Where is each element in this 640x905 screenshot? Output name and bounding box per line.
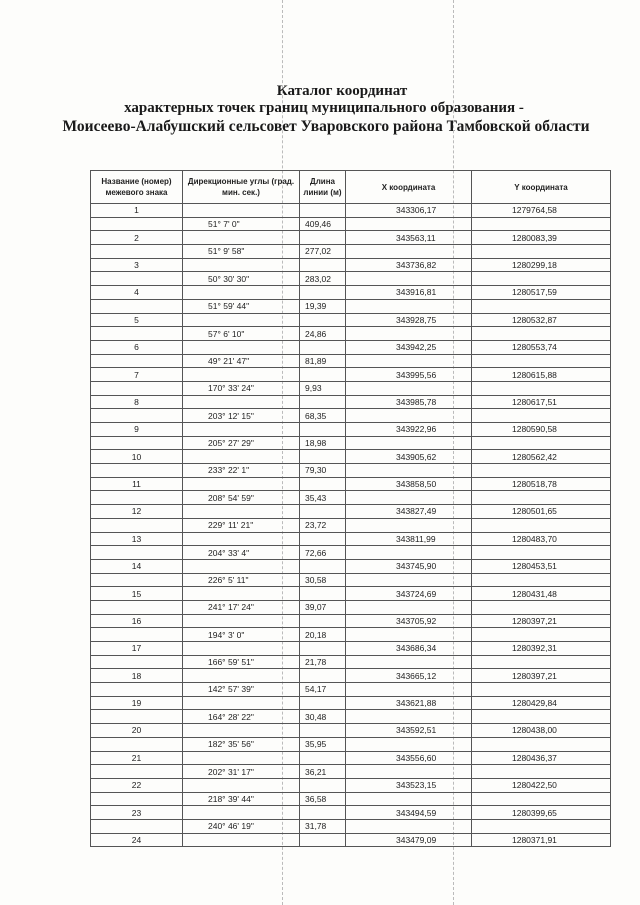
segment-x-empty [346,272,472,286]
point-angle-empty [183,258,300,272]
segment-row [91,628,611,642]
segment-y-empty [472,737,611,751]
point-length-empty [300,642,346,656]
segment-name-empty [91,628,183,642]
point-length-empty [300,477,346,491]
point-angle-empty [183,423,300,437]
point-x-coordinate: 343724,69 [346,587,472,601]
point-row [91,286,611,300]
point-y-coordinate: 1280438,00 [472,724,611,738]
segment-angle: 164° 28' 22" [183,710,300,724]
point-x-coordinate: 343523,15 [346,778,472,792]
point-number: 1 [91,204,183,218]
point-length-empty [300,505,346,519]
point-angle-empty [183,368,300,382]
segment-angle: 49° 21' 47" [183,354,300,368]
point-angle-empty [183,833,300,847]
point-y-coordinate: 1280399,65 [472,806,611,820]
point-length-empty [300,423,346,437]
point-x-coordinate: 343621,88 [346,696,472,710]
segment-angle: 226° 5' 11" [183,573,300,587]
segment-name-empty [91,600,183,614]
segment-angle: 51° 59' 44" [183,299,300,313]
point-angle-empty [183,532,300,546]
segment-name-empty [91,546,183,560]
segment-length: 23,72 [300,518,346,532]
point-number: 16 [91,614,183,628]
point-x-coordinate: 343306,17 [346,204,472,218]
point-angle-empty [183,806,300,820]
point-y-coordinate: 1280615,88 [472,368,611,382]
segment-x-empty [346,546,472,560]
segment-y-empty [472,573,611,587]
segment-length: 19,39 [300,299,346,313]
segment-name-empty [91,655,183,669]
point-angle-empty [183,587,300,601]
point-x-coordinate: 343736,82 [346,258,472,272]
segment-angle: 208° 54' 59" [183,491,300,505]
point-x-coordinate: 343922,96 [346,423,472,437]
segment-row [91,683,611,697]
segment-angle: 241° 17' 24" [183,600,300,614]
segment-x-empty [346,436,472,450]
point-x-coordinate: 343686,34 [346,642,472,656]
catalog-subtitle: характерных точек границ муниципального образования - [124,100,524,116]
point-x-coordinate: 343827,49 [346,505,472,519]
point-row [91,559,611,573]
segment-length: 81,89 [300,354,346,368]
segment-length: 54,17 [300,683,346,697]
segment-row [91,272,611,286]
segment-name-empty [91,272,183,286]
point-x-coordinate: 343905,62 [346,450,472,464]
point-number: 15 [91,587,183,601]
point-number: 4 [91,286,183,300]
point-x-coordinate: 343995,56 [346,368,472,382]
point-x-coordinate: 343592,51 [346,724,472,738]
segment-row [91,737,611,751]
point-length-empty [300,614,346,628]
point-row [91,724,611,738]
segment-x-empty [346,683,472,697]
segment-length: 20,18 [300,628,346,642]
segment-row [91,354,611,368]
segment-x-empty [346,737,472,751]
point-x-coordinate: 343745,90 [346,559,472,573]
segment-angle: 203° 12' 15" [183,409,300,423]
segment-length: 36,21 [300,765,346,779]
point-number: 17 [91,642,183,656]
segment-row [91,436,611,450]
point-length-empty [300,587,346,601]
segment-y-empty [472,409,611,423]
segment-y-empty [472,819,611,833]
point-number: 18 [91,669,183,683]
segment-y-empty [472,217,611,231]
point-angle-empty [183,204,300,218]
segment-row [91,546,611,560]
point-y-coordinate: 1280562,42 [472,450,611,464]
segment-x-empty [346,765,472,779]
point-length-empty [300,778,346,792]
point-angle-empty [183,505,300,519]
point-y-coordinate: 1280431,48 [472,587,611,601]
coordinates-table [90,170,611,847]
point-angle-empty [183,669,300,683]
segment-name-empty [91,819,183,833]
point-angle-empty [183,231,300,245]
segment-length: 30,48 [300,710,346,724]
point-y-coordinate: 1280483,70 [472,532,611,546]
point-x-coordinate: 343985,78 [346,395,472,409]
point-y-coordinate: 1280083,39 [472,231,611,245]
segment-length: 24,86 [300,327,346,341]
point-number: 22 [91,778,183,792]
segment-row [91,245,611,259]
segment-name-empty [91,245,183,259]
point-angle-empty [183,751,300,765]
point-y-coordinate: 1280392,31 [472,642,611,656]
point-y-coordinate: 1280436,37 [472,751,611,765]
point-angle-empty [183,642,300,656]
segment-angle: 182° 35' 56" [183,737,300,751]
segment-length: 409,46 [300,217,346,231]
point-number: 2 [91,231,183,245]
point-row [91,669,611,683]
segment-row [91,381,611,395]
point-y-coordinate: 1280518,78 [472,477,611,491]
segment-x-empty [346,518,472,532]
point-row [91,204,611,218]
segment-angle: 204° 33' 4" [183,546,300,560]
point-row [91,505,611,519]
segment-length: 36,58 [300,792,346,806]
segment-x-empty [346,409,472,423]
point-number: 11 [91,477,183,491]
segment-angle: 202° 31' 17" [183,765,300,779]
segment-x-empty [346,600,472,614]
point-row [91,340,611,354]
point-angle-empty [183,313,300,327]
point-number: 13 [91,532,183,546]
point-number: 3 [91,258,183,272]
point-length-empty [300,696,346,710]
segment-y-empty [472,655,611,669]
point-y-coordinate: 1280422,50 [472,778,611,792]
segment-y-empty [472,710,611,724]
point-length-empty [300,258,346,272]
segment-y-empty [472,299,611,313]
segment-x-empty [346,381,472,395]
column-header-x: X координата [346,171,472,204]
point-y-coordinate: 1280397,21 [472,614,611,628]
point-number: 21 [91,751,183,765]
point-y-coordinate: 1280617,51 [472,395,611,409]
point-angle-empty [183,778,300,792]
segment-name-empty [91,737,183,751]
segment-angle: 170° 33' 24" [183,381,300,395]
segment-length: 72,66 [300,546,346,560]
segment-length: 31,78 [300,819,346,833]
point-length-empty [300,368,346,382]
point-row [91,477,611,491]
segment-name-empty [91,518,183,532]
segment-length: 283,02 [300,272,346,286]
segment-name-empty [91,436,183,450]
point-y-coordinate: 1280397,21 [472,669,611,683]
segment-row [91,819,611,833]
segment-row [91,409,611,423]
point-angle-empty [183,724,300,738]
point-number: 9 [91,423,183,437]
segment-x-empty [346,573,472,587]
segment-y-empty [472,464,611,478]
segment-row [91,491,611,505]
segment-angle: 57° 6' 10" [183,327,300,341]
segment-x-empty [346,491,472,505]
column-header-angle: Дирекционные углы (град. мин. сек.) [183,171,300,204]
point-y-coordinate: 1280299,18 [472,258,611,272]
segment-x-empty [346,710,472,724]
point-row [91,395,611,409]
point-number: 14 [91,559,183,573]
segment-name-empty [91,573,183,587]
point-row [91,778,611,792]
point-number: 10 [91,450,183,464]
point-angle-empty [183,340,300,354]
point-row [91,642,611,656]
segment-length: 39,07 [300,600,346,614]
segment-length: 21,78 [300,655,346,669]
segment-row [91,217,611,231]
segment-y-empty [472,765,611,779]
point-length-empty [300,532,346,546]
segment-row [91,655,611,669]
segment-x-empty [346,819,472,833]
catalog-title: Каталог координат [276,83,408,99]
segment-length: 18,98 [300,436,346,450]
column-header-length: Длина линии (м) [300,171,346,204]
point-number: 5 [91,313,183,327]
segment-y-empty [472,792,611,806]
segment-name-empty [91,464,183,478]
column-header-y: Y координата [472,171,611,204]
segment-length: 9,93 [300,381,346,395]
point-row [91,587,611,601]
point-y-coordinate: 1280532,87 [472,313,611,327]
segment-name-empty [91,217,183,231]
point-x-coordinate: 343665,12 [346,669,472,683]
segment-x-empty [346,217,472,231]
point-row [91,806,611,820]
segment-x-empty [346,327,472,341]
point-y-coordinate: 1280371,91 [472,833,611,847]
point-number: 19 [91,696,183,710]
segment-row [91,518,611,532]
segment-y-empty [472,245,611,259]
point-y-coordinate: 1279764,58 [472,204,611,218]
point-number: 7 [91,368,183,382]
segment-angle: 229° 11' 21" [183,518,300,532]
segment-name-empty [91,299,183,313]
segment-x-empty [346,299,472,313]
segment-x-empty [346,464,472,478]
point-angle-empty [183,286,300,300]
point-x-coordinate: 343556,60 [346,751,472,765]
segment-angle: 233° 22' 1" [183,464,300,478]
point-x-coordinate: 343494,59 [346,806,472,820]
segment-length: 79,30 [300,464,346,478]
point-length-empty [300,450,346,464]
segment-row [91,792,611,806]
segment-angle: 205° 27' 29" [183,436,300,450]
point-length-empty [300,313,346,327]
point-angle-empty [183,696,300,710]
segment-name-empty [91,409,183,423]
point-length-empty [300,340,346,354]
point-y-coordinate: 1280553,74 [472,340,611,354]
segment-name-empty [91,792,183,806]
point-row [91,614,611,628]
point-number: 20 [91,724,183,738]
point-x-coordinate: 343479,09 [346,833,472,847]
segment-angle: 240° 46' 19" [183,819,300,833]
point-row [91,258,611,272]
point-y-coordinate: 1280453,51 [472,559,611,573]
point-row [91,833,611,847]
point-row [91,696,611,710]
point-angle-empty [183,450,300,464]
segment-row [91,765,611,779]
point-x-coordinate: 343705,92 [346,614,472,628]
point-length-empty [300,724,346,738]
segment-length: 68,35 [300,409,346,423]
segment-name-empty [91,354,183,368]
segment-angle: 166° 59' 51" [183,655,300,669]
segment-name-empty [91,765,183,779]
point-length-empty [300,395,346,409]
point-length-empty [300,204,346,218]
point-y-coordinate: 1280501,65 [472,505,611,519]
point-number: 24 [91,833,183,847]
point-y-coordinate: 1280429,84 [472,696,611,710]
point-x-coordinate: 343811,99 [346,532,472,546]
point-angle-empty [183,395,300,409]
point-number: 6 [91,340,183,354]
segment-y-empty [472,381,611,395]
segment-angle: 50° 30' 30" [183,272,300,286]
segment-angle: 218° 39' 44" [183,792,300,806]
point-number: 12 [91,505,183,519]
point-row [91,231,611,245]
point-number: 8 [91,395,183,409]
segment-x-empty [346,655,472,669]
point-row [91,450,611,464]
table-header-row [91,171,611,204]
segment-angle: 142° 57' 39" [183,683,300,697]
point-angle-empty [183,614,300,628]
segment-y-empty [472,436,611,450]
point-x-coordinate: 343858,50 [346,477,472,491]
point-length-empty [300,286,346,300]
column-header-name: Название (номер) межевого знака [91,171,183,204]
segment-y-empty [472,327,611,341]
segment-row [91,710,611,724]
segment-row [91,327,611,341]
point-length-empty [300,559,346,573]
point-y-coordinate: 1280517,59 [472,286,611,300]
segment-row [91,600,611,614]
point-angle-empty [183,559,300,573]
segment-x-empty [346,245,472,259]
segment-angle: 51° 9' 58" [183,245,300,259]
segment-x-empty [346,628,472,642]
point-length-empty [300,231,346,245]
segment-length: 35,43 [300,491,346,505]
point-length-empty [300,751,346,765]
point-y-coordinate: 1280590,58 [472,423,611,437]
point-angle-empty [183,477,300,491]
point-x-coordinate: 343928,75 [346,313,472,327]
segment-y-empty [472,628,611,642]
point-length-empty [300,669,346,683]
segment-length: 30,58 [300,573,346,587]
segment-y-empty [472,491,611,505]
segment-y-empty [472,354,611,368]
segment-x-empty [346,354,472,368]
segment-y-empty [472,683,611,697]
segment-length: 277,02 [300,245,346,259]
point-row [91,368,611,382]
segment-x-empty [346,792,472,806]
segment-angle: 51° 7' 0" [183,217,300,231]
segment-y-empty [472,600,611,614]
segment-name-empty [91,491,183,505]
point-length-empty [300,833,346,847]
point-x-coordinate: 343916,81 [346,286,472,300]
segment-length: 35,95 [300,737,346,751]
segment-row [91,464,611,478]
segment-name-empty [91,710,183,724]
segment-row [91,299,611,313]
point-length-empty [300,806,346,820]
segment-name-empty [91,327,183,341]
segment-name-empty [91,683,183,697]
segment-angle: 194° 3' 0" [183,628,300,642]
catalog-subtitle-region: Моисеево-Алабушский сельсовет Уваровского района Тамбовской области [62,118,590,135]
segment-y-empty [472,518,611,532]
segment-y-empty [472,546,611,560]
point-row [91,532,611,546]
segment-y-empty [472,272,611,286]
point-x-coordinate: 343563,11 [346,231,472,245]
segment-row [91,573,611,587]
point-number: 23 [91,806,183,820]
segment-name-empty [91,381,183,395]
point-row [91,751,611,765]
point-row [91,423,611,437]
point-x-coordinate: 343942,25 [346,340,472,354]
point-row [91,313,611,327]
